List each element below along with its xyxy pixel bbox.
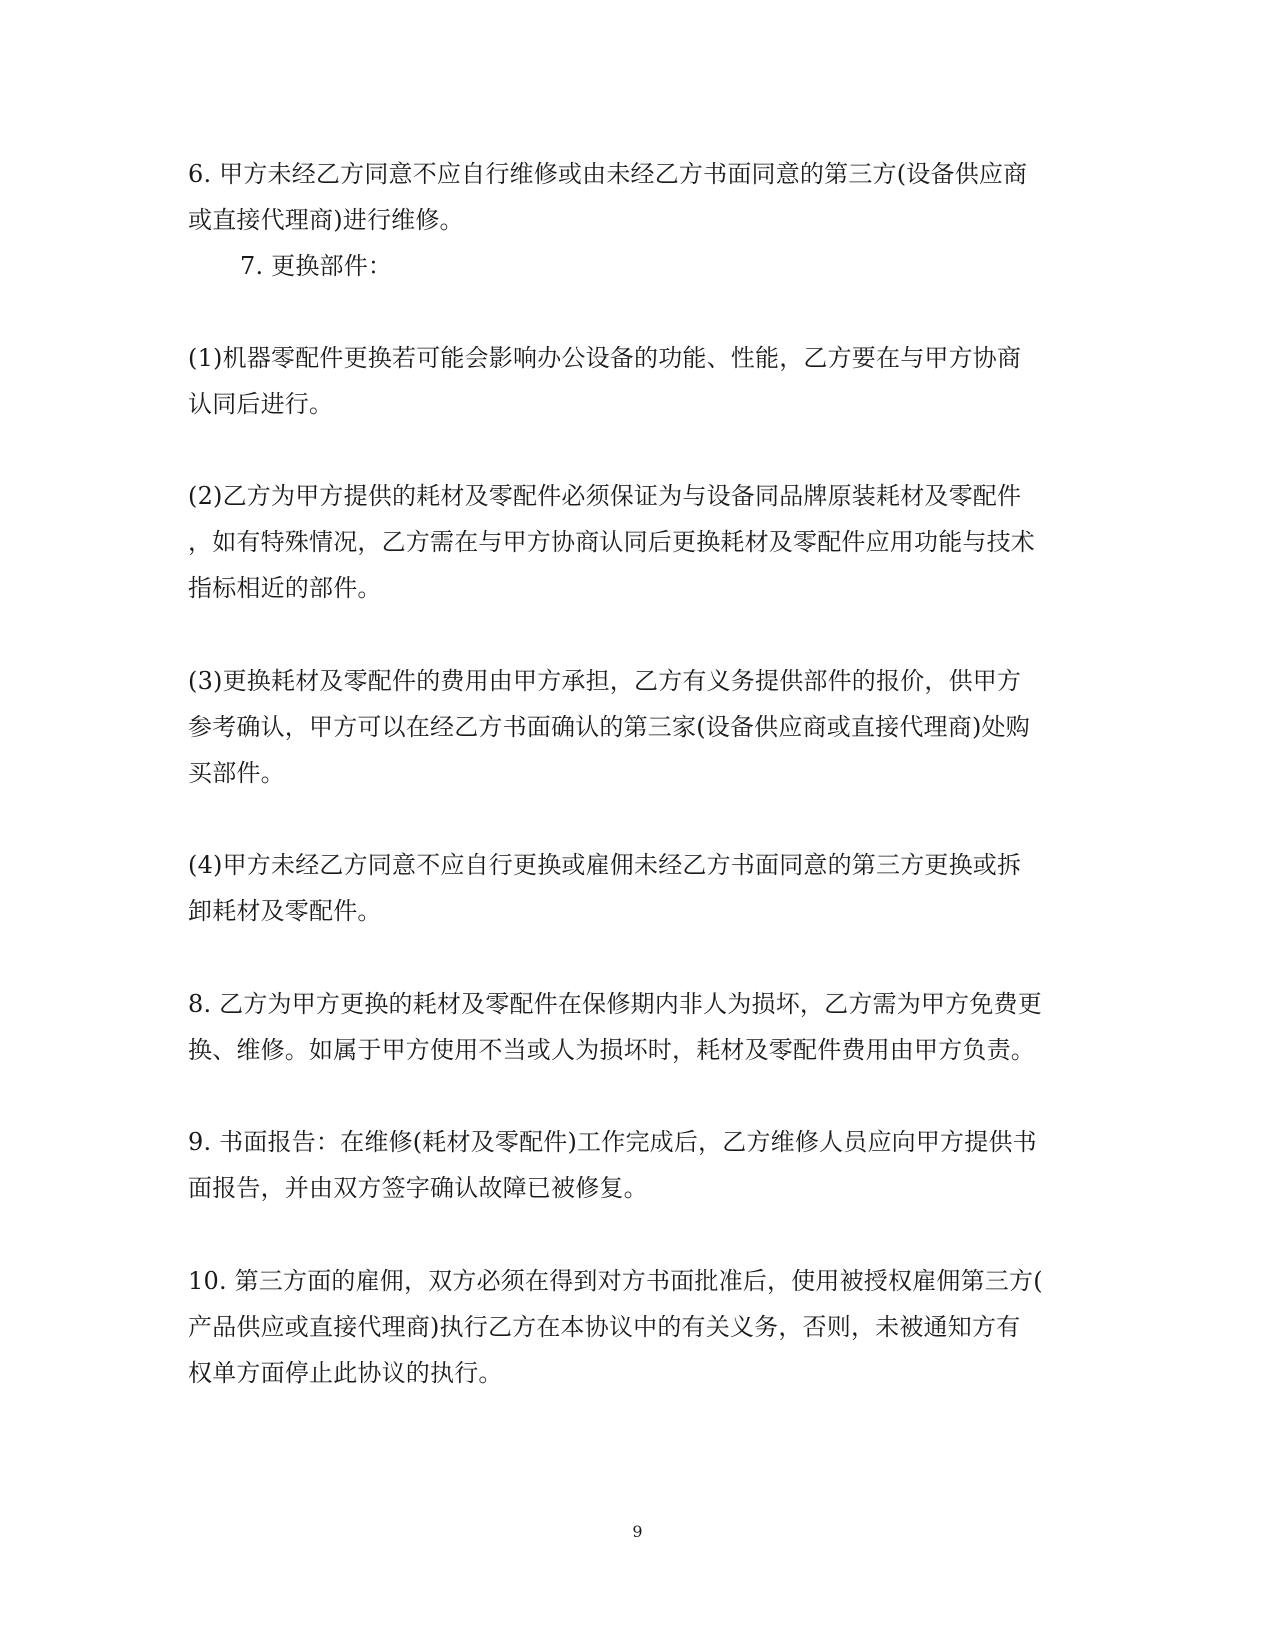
page-number: 9: [632, 1522, 643, 1541]
paragraph-7-2-line-1: (2)乙方为甲方提供的耗材及零配件必须保证为与设备同品牌原装耗材及零配件: [188, 482, 1022, 510]
paragraph-7-3-line-3: 买部件。: [188, 759, 285, 787]
paragraph-7-heading: 7. 更换部件：: [240, 252, 393, 280]
paragraph-9-line-1: 9. 书面报告：在维修(耗材及零配件)工作完成后，乙方维修人员应向甲方提供书: [188, 1128, 1037, 1156]
paragraph-7-2-line-3: 指标相近的部件。: [188, 574, 382, 602]
paragraph-7-1-line-2: 认同后进行。: [188, 390, 334, 418]
paragraph-7-4-line-2: 卸耗材及零配件。: [188, 897, 382, 925]
paragraph-8-line-2: 换、维修。如属于甲方使用不当或人为损坏时，耗材及零配件费用由甲方负责。: [188, 1036, 1035, 1064]
paragraph-10-line-1: 10. 第三方面的雇佣，双方必须在得到对方书面批准后，使用被授权雇佣第三方(: [188, 1267, 1043, 1295]
paragraph-7-4-line-1: (4)甲方未经乙方同意不应自行更换或雇佣未经乙方书面同意的第三方更换或拆: [188, 851, 1022, 879]
paragraph-7-1-line-1: (1)机器零配件更换若可能会影响办公设备的功能、性能，乙方要在与甲方协商: [188, 344, 1022, 372]
paragraph-9-line-2: 面报告，并由双方签字确认故障已被修复。: [188, 1174, 648, 1202]
paragraph-7-3-line-2: 参考确认，甲方可以在经乙方书面确认的第三家(设备供应商或直接代理商)处购: [188, 713, 1030, 741]
paragraph-6-line-2: 或直接代理商)进行维修。: [188, 206, 464, 234]
paragraph-10-line-2: 产品供应或直接代理商)执行乙方在本协议中的有关义务，否则，未被通知方有: [188, 1313, 1021, 1341]
paragraph-8-line-1: 8. 乙方为甲方更换的耗材及零配件在保修期内非人为损坏，乙方需为甲方免费更: [188, 990, 1042, 1018]
paragraph-10-line-3: 权单方面停止此协议的执行。: [188, 1359, 503, 1387]
paragraph-6-line-1: 6. 甲方未经乙方同意不应自行维修或由未经乙方书面同意的第三方(设备供应商: [188, 160, 1028, 188]
paragraph-7-3-line-1: (3)更换耗材及零配件的费用由甲方承担，乙方有义务提供部件的报价，供甲方: [188, 667, 1022, 695]
paragraph-7-2-line-2: ，如有特殊情况，乙方需在与甲方协商认同后更换耗材及零配件应用功能与技术: [188, 528, 1035, 556]
